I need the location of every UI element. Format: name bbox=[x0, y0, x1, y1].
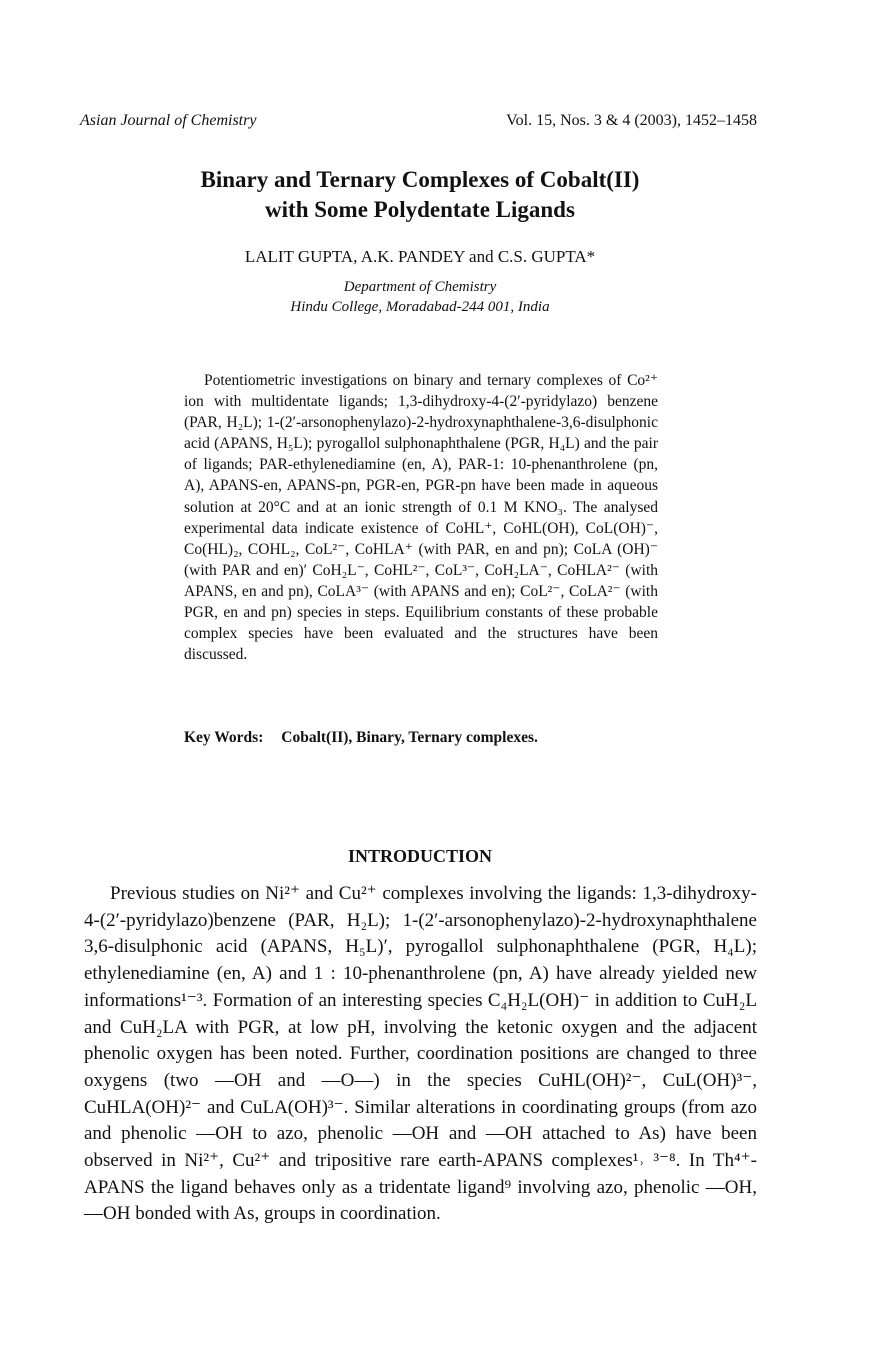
volume-info: Vol. 15, Nos. 3 & 4 (2003), 1452–1458 bbox=[506, 112, 757, 129]
department: Department of Chemistry bbox=[343, 279, 497, 295]
journal-name: Asian Journal of Chemistry bbox=[80, 112, 257, 129]
title-line-2: with Some Polydentate Ligands bbox=[265, 197, 575, 222]
introduction-heading: INTRODUCTION bbox=[347, 846, 493, 866]
keywords bbox=[184, 729, 658, 747]
title-line-1: Binary and Ternary Complexes of Cobalt(II) bbox=[200, 167, 640, 192]
affiliation bbox=[130, 277, 710, 317]
institution: Hindu College, Moradabad-244 001, India bbox=[290, 299, 550, 315]
abstract: Potentiometric investigations on binary and ternary complexes of Co²⁺ ion with multidentate ligands; 1,3-dihydroxy-4-(2′-pyridylazo) benzene (PAR, H₂L); 1-(2′-arsonophenylazo)-2-hydroxynaphthalene-3,6-disulphonic acid (APANS, H₅L); pyrogallol sulphonaphthalene (PGR, H₄L) and the pair of ligands; PAR-ethylenediamine (en, A), PAR-1: 10-phenanthrolene (pn, A), APANS-en, APANS-pn, PGR-en, PGR-pn have been made in aqueous solution at 20°C and at an ionic strength of 0.1 M KNO₃. The analysed experimental data indicate existence of CoHL⁺, CoHL(OH), CoL(OH)⁻, Co(HL)₂, COHL₂, CoL²⁻, CoHLA⁺ (with PAR, en and pn); CoLA (OH)⁻ (with PAR and en)′ CoH₂L⁻, CoHL²⁻, CoL³⁻, CoH₂LA⁻, CoHLA²⁻ (with APANS, en and pn), CoLA³⁻ (with APANS and en); CoL²⁻, CoLA²⁻ (with PGR, en and pn) species in steps. Equilibrium constants of these probable complex species have been evaluated and the structures have been discussed. bbox=[184, 372, 658, 664]
author-list: LALIT GUPTA, A.K. PANDEY and C.S. GUPTA* bbox=[244, 247, 596, 266]
keywords-label: Key Words: bbox=[184, 729, 264, 746]
introduction-paragraph: Previous studies on Ni²⁺ and Cu²⁺ complexes involving the ligands: 1,3-dihydroxy-4-(2′-pyridylazo)benzene (PAR, H₂L); 1-(2′-arsonophenylazo)-2-hydroxynaphthalene 3,6-disulphonic acid (APANS, H₅L)′, pyrogallol sulphonaphthalene (PGR, H₄L); ethylenediamine (en, A) and 1 : 10-phenanthrolene (pn, A) have already yielded new informations¹⁻³. Formation of an interesting species C₄H₂L(OH)⁻ in addition to CuH₂L and CuH₂LA with PGR, at low pH, involving the ketonic oxygen and the adjacent phenolic oxygen has been noted. Further, coordination positions are changed to three oxygens (two —OH and —O—) in the species CuHL(OH)²⁻, CuL(OH)³⁻, CuHLA(OH)²⁻ and CuLA(OH)³⁻. Similar alterations in coordinating groups (from azo and phenolic —OH to azo, phenolic —OH and —OH attached to As) have been observed in Ni²⁺, Cu²⁺ and tripositive rare earth-APANS complexes¹˒ ³⁻⁸. In Th⁴⁺-APANS the ligand behaves only as a tridentate ligand⁹ involving azo, phenolic —OH, —OH bonded with As, groups in coordination. bbox=[84, 883, 757, 1225]
keywords-terms: Cobalt(II), Binary, Ternary complexes. bbox=[281, 729, 538, 746]
article-title bbox=[130, 165, 710, 225]
running-head bbox=[80, 112, 757, 130]
